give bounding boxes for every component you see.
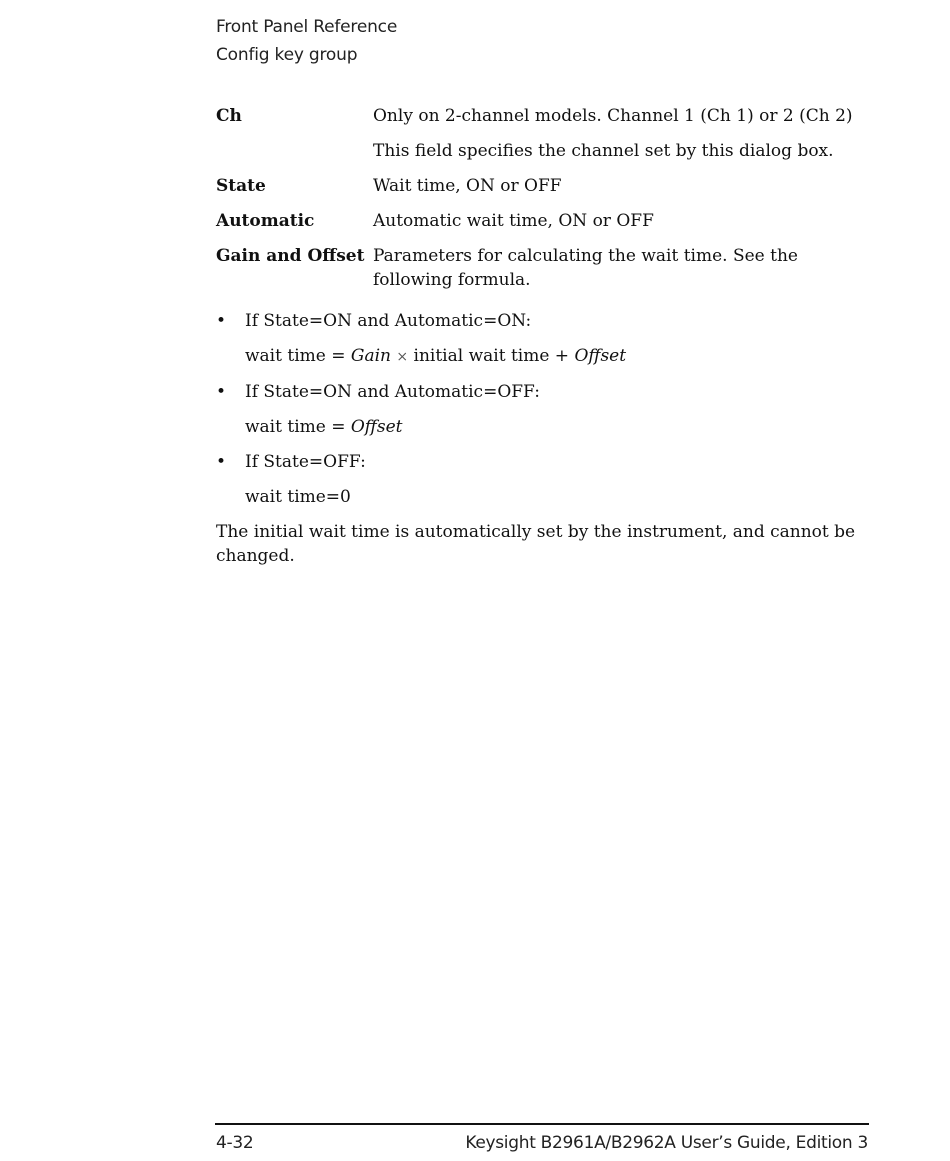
field-term: Ch	[216, 106, 242, 126]
running-header	[216, 13, 397, 69]
subsection-title: Config key group	[216, 45, 358, 65]
formula-offset: Offset	[350, 417, 403, 437]
field-description: Only on 2-channel models. Channel 1 (Ch 1) or 2 (Ch 2)	[373, 106, 853, 126]
main-content	[216, 104, 876, 568]
field-definition-table	[216, 104, 876, 292]
formula-prefix: wait time =	[245, 346, 351, 366]
formula-gain: Gain	[350, 346, 391, 366]
field-description-continued: This field specifies the channel set by this dialog box.	[373, 141, 834, 161]
times-symbol: ×	[396, 349, 409, 365]
condition-list	[216, 309, 876, 509]
page-number: 4-32	[216, 1133, 254, 1153]
list-item	[216, 380, 876, 404]
list-item	[216, 309, 876, 333]
section-title: Front Panel Reference	[216, 17, 398, 37]
field-description: Wait time, ON or OFF	[373, 176, 562, 196]
bullet-marker: •	[216, 311, 227, 331]
field-row-gain-offset	[216, 233, 876, 292]
footer-divider	[215, 1123, 869, 1125]
formula	[216, 415, 876, 439]
formula	[216, 344, 876, 369]
formula-prefix: wait time =	[245, 417, 351, 437]
field-term: State	[216, 176, 266, 196]
formula-offset: Offset	[574, 346, 627, 366]
field-row-state	[216, 163, 876, 198]
field-description: Automatic wait time, ON or OFF	[373, 211, 654, 231]
bullet-marker: •	[216, 452, 227, 472]
formula: wait time=0	[245, 487, 351, 507]
document-title: Keysight B2961A/B2962A User’s Guide, Edition 3	[465, 1133, 868, 1153]
condition-text: If State=OFF:	[245, 452, 366, 472]
field-row-ch-continued	[216, 128, 876, 163]
condition-text: If State=ON and Automatic=ON:	[245, 311, 532, 331]
field-row-ch	[216, 104, 876, 128]
field-term: Gain and Offset	[216, 246, 365, 266]
formula-middle: initial wait time +	[408, 346, 575, 366]
note-paragraph: The initial wait time is automatically set by the instrument, and cannot be changed.	[216, 522, 856, 566]
bullet-marker: •	[216, 382, 227, 402]
field-row-automatic	[216, 198, 876, 233]
field-description: Parameters for calculating the wait time. See the following formula.	[373, 246, 798, 290]
list-item	[216, 450, 876, 474]
condition-text: If State=ON and Automatic=OFF:	[245, 382, 540, 402]
field-term: Automatic	[216, 211, 315, 231]
